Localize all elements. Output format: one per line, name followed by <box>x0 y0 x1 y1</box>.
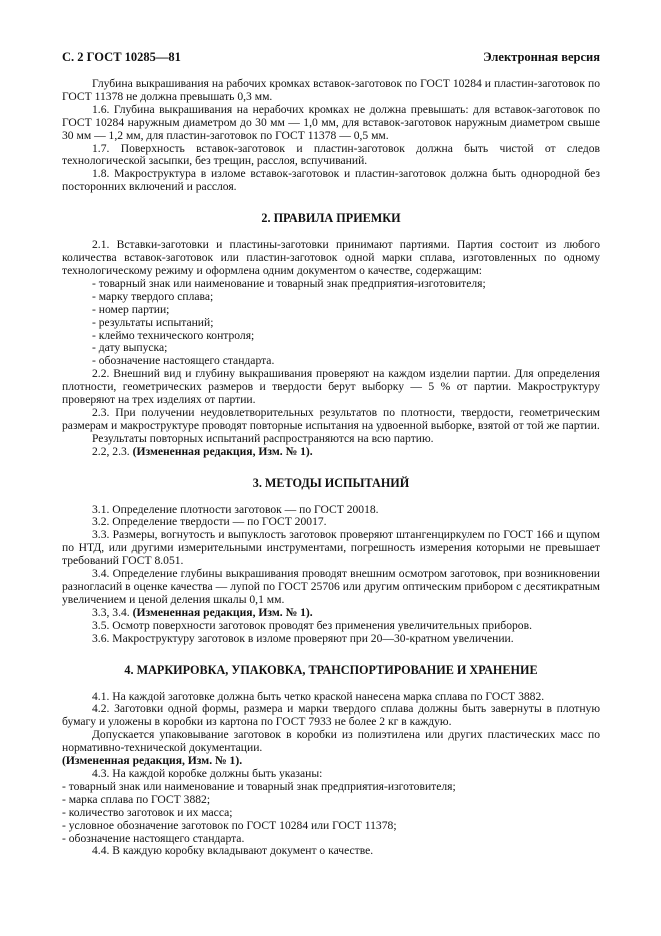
paragraph-text: - номер партии; <box>92 302 170 316</box>
amendment-note: (Измененная редакция, Изм. № 1). <box>132 444 313 458</box>
amendment-note: (Измененная редакция, Изм. № 1). <box>62 754 243 768</box>
paragraph <box>62 104 600 143</box>
paragraph-text: - дату выпуска; <box>92 341 168 355</box>
paragraph-text: Результаты повторных испытаний распространяются на всю партию. <box>92 431 434 445</box>
paragraph-text: 3.2. Определение твердости — по ГОСТ 20017. <box>92 515 327 529</box>
paragraph-text: 3.5. Осмотр поверхности заготовок проводят без применения увеличительных приборов. <box>92 618 532 632</box>
page-header <box>62 50 600 66</box>
paragraph-text: - марка сплава по ГОСТ 3882; <box>62 792 211 806</box>
paragraph <box>62 78 600 104</box>
paragraph <box>62 568 600 607</box>
paragraph <box>62 446 600 459</box>
section-heading <box>62 476 600 490</box>
paragraph-text: - марку твердого сплава; <box>92 289 214 303</box>
paragraph-text: - условное обозначение заготовок по ГОСТ 10284 или ГОСТ 11378; <box>62 818 397 832</box>
paragraph-text: 3.1. Определение плотности заготовок — по ГОСТ 20018. <box>92 502 379 516</box>
paragraph-text: 4.3. На каждой коробке должны быть указаны: <box>92 766 323 780</box>
paragraph-text: - количество заготовок и их масса; <box>62 805 233 819</box>
paragraph-text: 1.8. Макроструктура в изломе вставок-заготовок и пластин-заготовок должна быть однородной без посторонних включений и расслоя. <box>62 167 600 194</box>
section-heading <box>62 663 600 677</box>
paragraph-text: 3. МЕТОДЫ ИСПЫТАНИЙ <box>252 475 410 490</box>
paragraph-text: 1.7. Поверхность вставок-заготовок и пластин-заготовок должна быть чистой от следов технологической засыпки, без трещин, расслоя, вспучиваний. <box>62 141 600 168</box>
paragraph-text: - обозначение настоящего стандарта. <box>92 354 275 368</box>
paragraph-text: 3.4. Определение глубины выкрашивания проводят внешним осмотром заготовок, при возникновении разногласий в оценке качества — лупой по ГОСТ 25706 или другим оптическим прибором с десятикратным увеличением и ценой деления шкалы 0,1 мм. <box>62 567 600 606</box>
page-number-and-standard: С. 2 ГОСТ 10285—81 <box>62 50 181 64</box>
paragraph-text: - товарный знак или наименование и товарный знак предприятия-изготовителя; <box>92 276 486 290</box>
paragraph <box>62 143 600 169</box>
paragraph-text: 2.3. При получении неудовлетворительных результатов по плотности, твердости, геометрическим размерам и макроструктуре проводят повторные испытания на удвоенной выборке, взятой от той же партии. <box>62 405 600 432</box>
electronic-version-label: Электронная версия <box>483 50 600 64</box>
paragraph-text: - результаты испытаний; <box>92 315 214 329</box>
paragraph <box>62 633 600 646</box>
paragraph-text: 2.1. Вставки-заготовки и пластины-заготовки принимают партиями. Партия состоит из любого количества вставок-заготовок или пластин-заготовок одной марки сплава, изготовленных по одному технологическому режиму и оформлена одним документом о качестве, содержащим: <box>62 238 600 277</box>
document-body <box>62 78 600 858</box>
paragraph-text: - клеймо технического контроля; <box>92 328 255 342</box>
paragraph-text: 4. МАРКИРОВКА, УПАКОВКА, ТРАНСПОРТИРОВАНИЕ И ХРАНЕНИЕ <box>124 662 538 677</box>
amendment-note: (Измененная редакция, Изм. № 1). <box>132 605 313 619</box>
paragraph-text: 3.3. Размеры, вогнутость и выпуклость заготовок проверяют штангенциркулем по ГОСТ 166 и щупом по НТД, или другими измерительными инструментами, погрешность измерения которыми не превышает требований ГОСТ 8.051. <box>62 528 600 568</box>
paragraph-text: 4.4. В каждую коробку вкладывают документ о качестве. <box>92 844 374 858</box>
paragraph-text: - обозначение настоящего стандарта. <box>62 831 245 845</box>
paragraph <box>62 168 600 194</box>
paragraph-text: 3.6. Макроструктуру заготовок в изломе проверяют при 20—30-кратном увеличении. <box>92 631 514 645</box>
paragraph-text: Глубина выкрашивания на рабочих кромках вставок-заготовок по ГОСТ 10284 и пластин-заготовок по ГОСТ 11378 не должна превышать 0,3 мм. <box>62 77 600 103</box>
paragraph <box>62 407 600 433</box>
paragraph-text: 3.3, 3.4. <box>92 605 133 619</box>
paragraph <box>62 368 600 407</box>
paragraph-text: 4.1. На каждой заготовке должна быть четко краской нанесена марка сплава по ГОСТ 3882. <box>92 689 545 703</box>
paragraph <box>62 239 600 278</box>
paragraph-text: 2.2. Внешний вид и глубину выкрашивания проверяют на каждом изделии партии. Для определения плотности, геометрических размеров и твердости берут выборку — 5 % от партии. Макроструктуру проверяют на трех изделиях от партии. <box>62 367 600 407</box>
paragraph <box>62 845 600 858</box>
paragraph <box>62 529 600 568</box>
section-heading <box>62 211 600 225</box>
paragraph-text: 2.2, 2.3. <box>92 444 133 458</box>
paragraph-text: - товарный знак или наименование и товарный знак предприятия-изготовителя; <box>62 779 456 793</box>
paragraph-text: Допускается упаковывание заготовок в коробки из полиэтилена или других пластических масс по нормативно-технической документации. <box>62 728 600 755</box>
paragraph <box>62 703 600 729</box>
paragraph <box>62 729 600 755</box>
paragraph-text: 4.2. Заготовки одной формы, размера и марки твердого сплава должны быть завернуты в плотную бумагу и уложены в коробки из картона по ГОСТ 7933 не более 2 кг в каждую. <box>62 702 600 729</box>
paragraph-text: 1.6. Глубина выкрашивания на нерабочих кромках не должна превышать: для вставок-заготовок по ГОСТ 10284 наружным диаметром до 30 мм — 1,0 мм, для вставок-заготовок наружным диаметром свыше 30 мм — 1,2 мм, для пластин-заготовок по ГОСТ 11378 — 0,5 мм. <box>62 102 600 142</box>
paragraph-text: 2. ПРАВИЛА ПРИЕМКИ <box>261 211 401 226</box>
